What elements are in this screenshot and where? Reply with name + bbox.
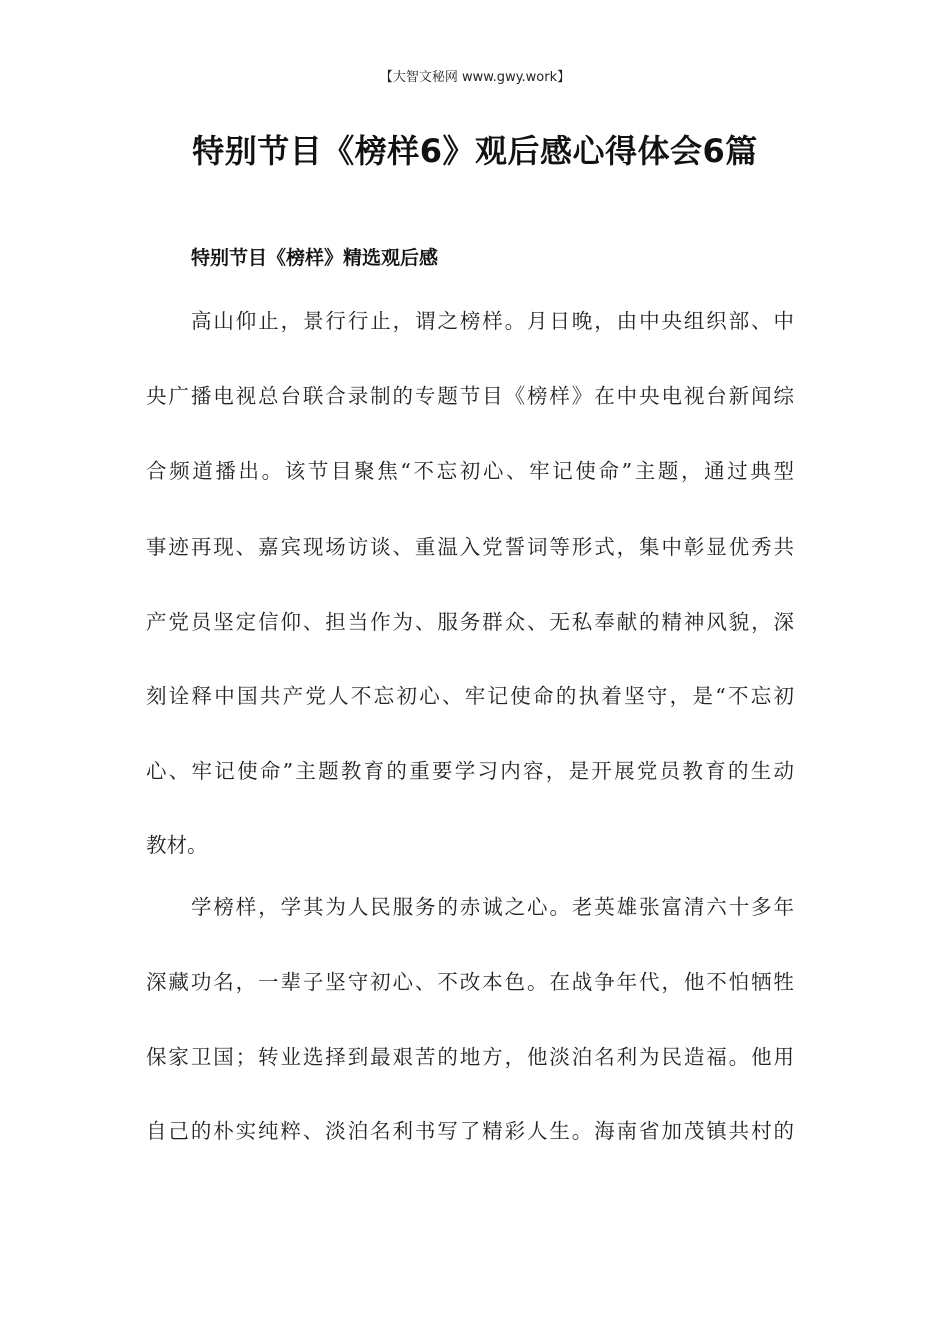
- page-title: 特别节目《榜样6》观后感心得体会6篇: [192, 132, 758, 170]
- text-line: 高山仰止，景行行止，谓之榜样。月日晚，由中央组织部、中: [191, 309, 794, 333]
- section-heading: 特别节目《榜样》精选观后感: [191, 247, 439, 269]
- site-header: 【大智文秘网 www.gwy.work】: [379, 70, 571, 85]
- text-line: 学榜样，学其为人民服务的赤诚之心。老英雄张富清六十多年: [191, 895, 794, 919]
- text-line: 保家卫国；转业选择到最艰苦的地方，他淡泊名利为民造福。他用: [146, 1045, 794, 1069]
- text-line: 央广播电视总台联合录制的专题节目《榜样》在中央电视台新闻综: [146, 384, 794, 408]
- text-line: 深藏功名，一辈子坚守初心、不改本色。在战争年代，他不怕牺牲: [146, 970, 794, 994]
- text-line: 自己的朴实纯粹、淡泊名利书写了精彩人生。海南省加茂镇共村的: [146, 1119, 794, 1143]
- text-line: 心、牢记使命”主题教育的重要学习内容，是开展党员教育的生动: [146, 759, 794, 783]
- text-line: 刻诠释中国共产党人不忘初心、牢记使命的执着坚守，是“不忘初: [146, 684, 794, 708]
- text-line: 产党员坚定信仰、担当作为、服务群众、无私奉献的精神风貌，深: [146, 610, 794, 634]
- text-line: 事迹再现、嘉宾现场访谈、重温入党誓词等形式，集中彰显优秀共: [146, 535, 794, 559]
- text-line: 教材。: [146, 833, 208, 857]
- text-line: 合频道播出。该节目聚焦“不忘初心、牢记使命”主题，通过典型: [146, 459, 794, 483]
